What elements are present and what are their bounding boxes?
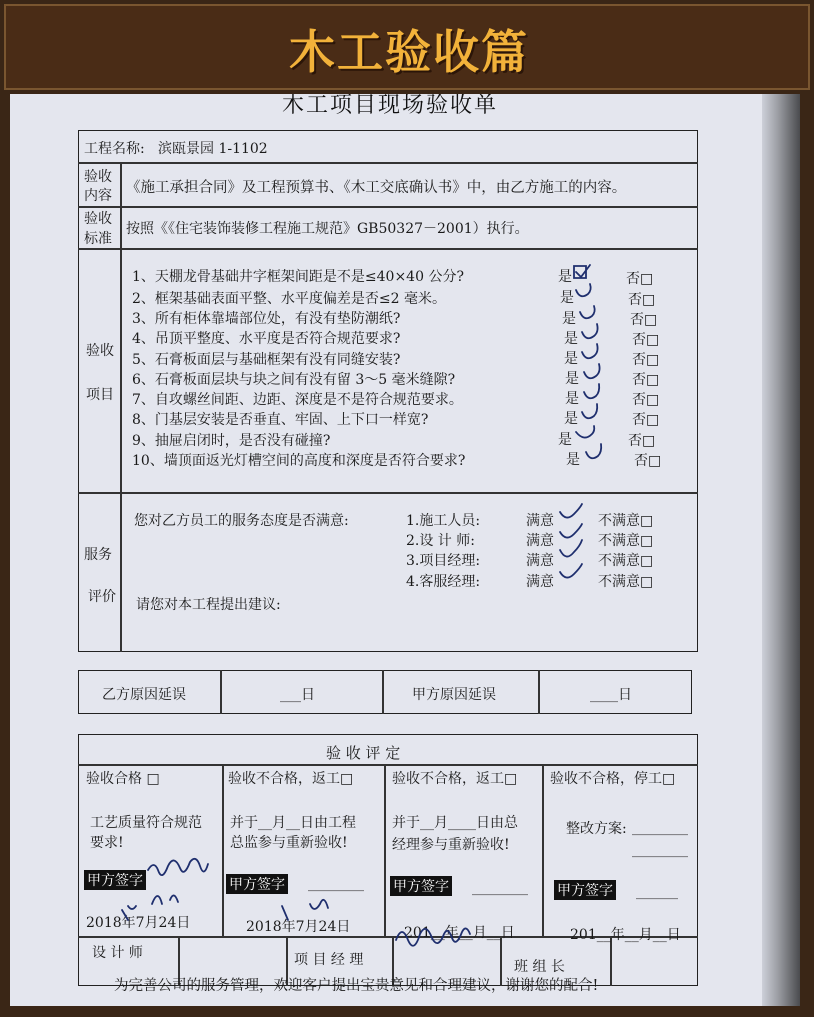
item-text: 4、吊顶平整度、水平度是否符合规范要求? [132, 331, 401, 347]
project-label: 工程名称: [84, 141, 145, 157]
item-text: 1、天棚龙骨基础井字框架间距是不是≤40×40 公分? [132, 269, 464, 285]
standard-label: 标准 [84, 231, 112, 247]
content-text: 《施工承担合同》及工程预算书、《木工交底确认书》中，由乙方施工的内容。 [126, 180, 627, 196]
eval-col4-sign-label: 甲方签字 [554, 880, 616, 900]
service-role: 4.客服经理: [406, 574, 481, 590]
service-role: 2.设 计 师: [406, 533, 475, 549]
eval-col1-date: 2018年7月24日 [86, 915, 191, 931]
item-yes: 是 [562, 311, 576, 327]
items-label: 项目 [86, 387, 114, 403]
item-yes: 是 [560, 290, 574, 306]
item-yes: 是 [564, 411, 578, 427]
role-project-manager: 项 目 经 理 [294, 952, 364, 968]
check-mark-icon [584, 384, 599, 398]
evaluation-title: 验 收 评 定 [326, 744, 401, 762]
eval-col2-sign-blank: ________ [308, 876, 364, 892]
item-no: 否□ [632, 392, 660, 408]
service-satisfied: 满意 [526, 553, 554, 569]
eval-col1-line: 工艺质量符合规范 [90, 815, 202, 831]
eval-col4-sign-blank: ______ [636, 884, 678, 900]
service-question: 您对乙方员工的服务态度是否满意: [134, 513, 349, 529]
service-label: 服务 [84, 547, 112, 563]
banner [4, 4, 810, 90]
content-label: 内容 [84, 188, 112, 204]
item-yes: 是 [558, 269, 572, 285]
eval-col3-line: 并于__月____日由总 [392, 815, 518, 831]
item-no: 否□ [630, 312, 658, 328]
check-mark-icon [560, 564, 582, 578]
check-mark-icon [582, 344, 598, 358]
item-no: 否□ [626, 271, 654, 287]
signature-mark [148, 859, 208, 875]
item-no: 否□ [632, 332, 660, 348]
signature-mark [152, 895, 178, 904]
inspection-form [10, 94, 800, 1006]
item-yes: 是 [565, 371, 579, 387]
check-mark-icon [586, 444, 601, 458]
banner-title: 木工验收篇 [289, 25, 529, 79]
role-designer: 设 计 师 [92, 945, 143, 961]
eval-col1-head: 验收合格 □ [86, 771, 160, 787]
eval-col4-blank: ________ [632, 842, 688, 858]
check-mark-icon [580, 306, 595, 318]
check-mark-icon [576, 426, 594, 438]
check-mark-icon [560, 504, 582, 518]
eval-col4-blank: ________ [632, 820, 688, 836]
item-yes: 是 [564, 351, 578, 367]
item-no: 否□ [628, 433, 656, 449]
suggestion-prompt: 请您对本工程提出建议: [136, 597, 281, 613]
check-mark-icon [560, 524, 582, 538]
eval-col3-sign-label: 甲方签字 [390, 876, 452, 896]
item-text: 3、所有柜体靠墙部位处，有没有垫防潮纸? [132, 311, 401, 327]
item-yes: 是 [558, 432, 572, 448]
eval-col2-line: 并于__月__日由工程 [230, 815, 356, 831]
eval-col4-head: 验收不合格，停工□ [550, 771, 676, 787]
signature-mark [282, 900, 328, 920]
item-text: 6、石膏板面层块与块之间有没有留 3～5 毫米缝隙? [132, 372, 456, 388]
signature-mark [396, 928, 470, 945]
item-no: 否□ [632, 372, 660, 388]
checkbox-item-1 [574, 265, 590, 278]
service-label: 评价 [88, 589, 116, 605]
item-text: 10、墙顶面返光灯槽空间的高度和深度是否符合要求? [132, 453, 466, 469]
item-no: 否□ [628, 292, 656, 308]
service-unsatisfied: 不满意□ [598, 513, 654, 529]
service-satisfied: 满意 [526, 533, 554, 549]
check-mark-icon [584, 364, 600, 378]
eval-col2-date: 2018年7月24日 [246, 919, 351, 935]
eval-col2-line: 总监参与重新验收! [230, 835, 348, 851]
eval-col2-sign-label: 甲方签字 [226, 874, 288, 894]
service-unsatisfied: 不满意□ [598, 553, 654, 569]
item-no: 否□ [634, 453, 662, 469]
eval-col3-date: 201__年__月__日 [404, 925, 515, 941]
signature-mark [122, 906, 136, 920]
item-no: 否□ [632, 412, 660, 428]
project-name: 滨瓯景园 1-1102 [158, 141, 268, 157]
item-text: 7、自攻螺丝间距、边距、深度是不是符合规范要求。 [132, 392, 463, 408]
item-text: 9、抽屉启闭时，是否没有碰撞? [132, 433, 331, 449]
item-text: 8、门基层安装是否垂直、牢固、上下口一样宽? [132, 412, 429, 428]
service-unsatisfied: 不满意□ [598, 533, 654, 549]
delay-party-a-days: ____日 [590, 687, 632, 703]
check-mark-icon [560, 540, 582, 557]
service-role: 3.项目经理: [406, 553, 481, 569]
handwritten-marks [10, 94, 800, 1006]
item-yes: 是 [566, 452, 580, 468]
standard-text: 按照《《住宅装饰装修工程施工规范》GB50327－2001）执行。 [126, 221, 529, 237]
role-foreman: 班 组 长 [514, 959, 565, 975]
item-no: 否□ [632, 352, 660, 368]
eval-col4-line: 整改方案: [566, 821, 627, 837]
service-satisfied: 满意 [526, 513, 554, 529]
item-text: 2、框架基础表面平整、水平度偏差是否≤2 毫米。 [132, 291, 446, 307]
check-mark-icon [582, 324, 598, 338]
item-yes: 是 [564, 331, 578, 347]
eval-col1-line: 要求! [90, 835, 124, 851]
check-mark-icon [582, 404, 597, 418]
delay-party-a: 甲方原因延误 [412, 687, 496, 703]
service-role: 1.施工人员: [406, 513, 481, 529]
eval-col3-head: 验收不合格，返工□ [392, 771, 518, 787]
form-title: 木工项目现场验收单 [281, 94, 498, 118]
delay-party-b: 乙方原因延误 [102, 687, 186, 703]
eval-col1-sign-label: 甲方签字 [84, 870, 146, 890]
standard-label: 验收 [84, 211, 112, 227]
eval-col2-head: 验收不合格，返工□ [228, 771, 354, 787]
check-mark-icon [576, 284, 591, 296]
items-label: 验收 [86, 343, 114, 359]
service-satisfied: 满意 [526, 574, 554, 590]
item-yes: 是 [565, 391, 579, 407]
eval-col4-date: 201__年__月__日 [570, 927, 681, 943]
item-text: 5、石膏板面层与基础框架有没有同缝安装? [132, 352, 401, 368]
content-label: 验收 [84, 169, 112, 185]
eval-col3-sign-blank: ________ [472, 880, 528, 896]
service-unsatisfied: 不满意□ [598, 574, 654, 590]
delay-party-b-days: ___日 [280, 687, 315, 703]
eval-col3-line: 经理参与重新验收! [392, 837, 510, 853]
footer-note: 为完善公司的服务管理，欢迎客户提出宝贵意见和合理建议，谢谢您的配合! [114, 978, 599, 994]
